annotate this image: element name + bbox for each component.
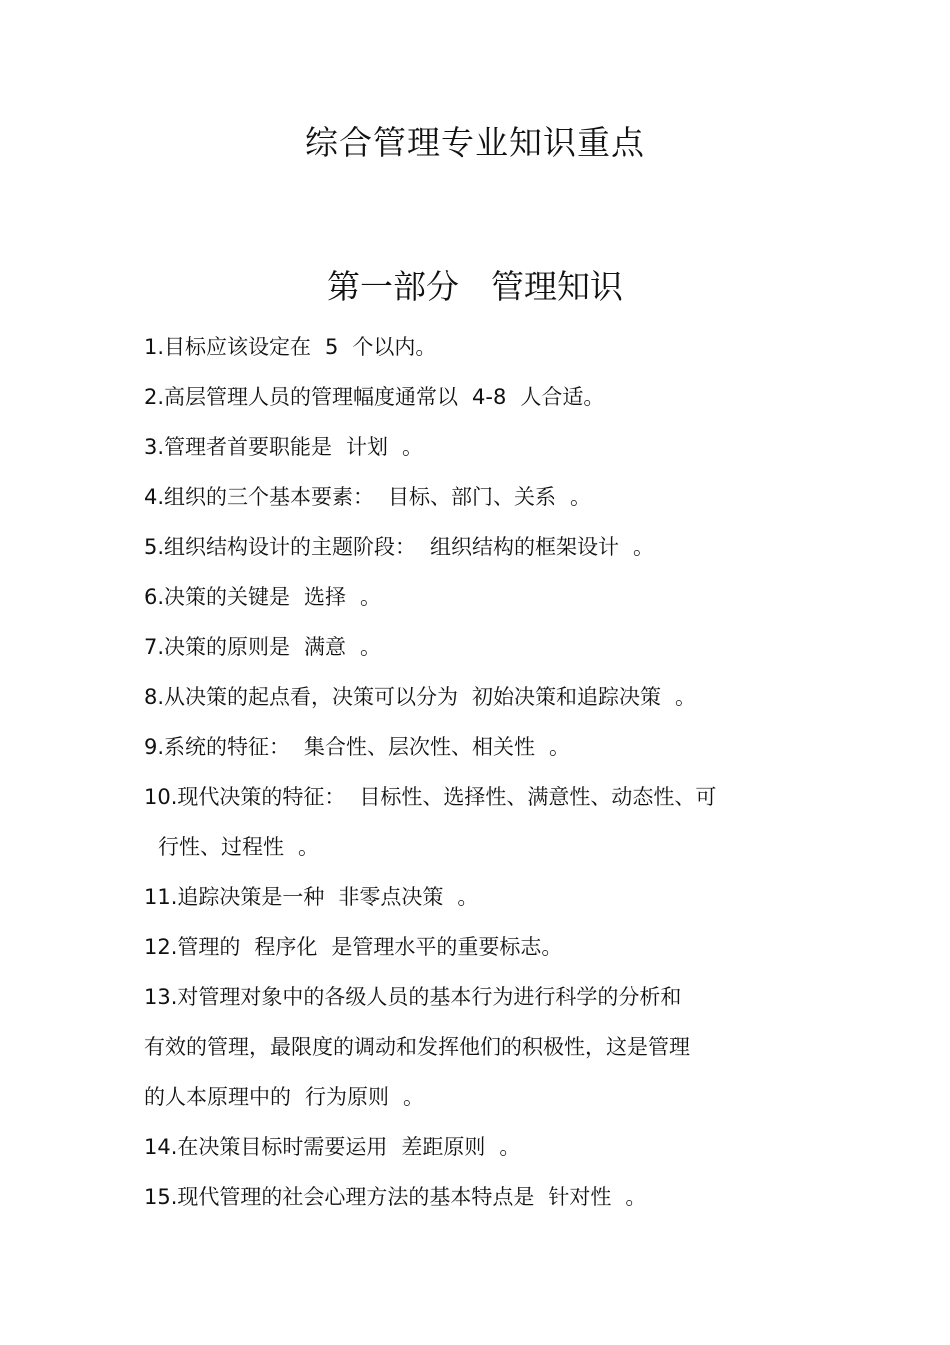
item-number: 9. [144, 735, 165, 759]
item-text: 现代决策的特征： [177, 785, 346, 809]
item-number: 7. [144, 635, 165, 659]
list-item-continuation [144, 822, 804, 872]
item-text: 决策的原则是 [164, 635, 291, 659]
item-number: 13. [144, 985, 178, 1009]
item-number: 1. [144, 335, 165, 359]
item-text: 目标应该设定在 [164, 335, 312, 359]
item-text: 对管理对象中的各级人员的基本行为进行科学的分析和 [177, 985, 682, 1009]
item-text: 现代管理的社会心理方法的基本特点是 [177, 1185, 535, 1209]
list-item [144, 772, 804, 822]
list-item [144, 1172, 804, 1222]
item-text: 。 [633, 535, 655, 559]
item-answer: 选择 [304, 585, 347, 609]
item-text: 。 [403, 1085, 424, 1109]
item-answer: 目标、部门、关系 [388, 485, 557, 509]
list-item [144, 972, 804, 1022]
list-item [144, 522, 804, 572]
item-text: 在决策目标时需要运用 [177, 1135, 388, 1159]
document-title: 综合管理专业知识重点 [305, 123, 645, 162]
list-item [144, 672, 804, 722]
item-number: 11. [144, 885, 178, 909]
item-text: 。 [457, 885, 479, 909]
item-text: 。 [360, 635, 382, 659]
list-item-continuation [144, 1072, 804, 1122]
item-text: 。 [499, 1135, 521, 1159]
item-answer: 差距原则 [401, 1135, 486, 1159]
list-item [144, 722, 804, 772]
item-answer: 集合性、层次性、相关性 [304, 735, 536, 759]
list-item [144, 1122, 804, 1172]
item-text: 高层管理人员的管理幅度通常以 [164, 385, 459, 409]
list-item [144, 572, 804, 622]
item-number: 14. [144, 1135, 178, 1159]
item-number: 5. [144, 535, 165, 559]
item-answer: 5 [325, 335, 339, 359]
item-text: 。 [298, 835, 319, 859]
item-text: 有效的管理，最限度的调动和发挥他们的积极性，这是管理 [144, 1035, 690, 1059]
item-number: 15. [144, 1185, 178, 1209]
item-answer: 满意 [304, 635, 347, 659]
item-text: 组织结构设计的主题阶段： [164, 535, 417, 559]
item-text: 管理的 [177, 935, 241, 959]
list-item [144, 922, 804, 972]
item-answer: 针对性 [548, 1185, 612, 1209]
item-text: 。 [360, 585, 382, 609]
item-number: 10. [144, 785, 178, 809]
item-text: 决策的关键是 [164, 585, 291, 609]
item-text: 人合适。 [520, 385, 605, 409]
item-number: 6. [144, 585, 165, 609]
item-number: 3. [144, 435, 165, 459]
item-text: 。 [675, 685, 697, 709]
item-answer: 组织结构的框架设计 [430, 535, 620, 559]
item-number: 4. [144, 485, 165, 509]
item-answer: 目标性、选择性、满意性、动态性、可 [359, 785, 717, 809]
knowledge-list [144, 322, 804, 1222]
item-text: 追踪决策是一种 [177, 885, 325, 909]
item-answer: 行性、过程性 [158, 835, 284, 859]
item-text: 管理者首要职能是 [164, 435, 333, 459]
item-text: 。 [570, 485, 592, 509]
item-text: 个以内。 [352, 335, 437, 359]
list-item [144, 372, 804, 422]
item-number: 2. [144, 385, 165, 409]
item-text: 的人本原理中的 [144, 1085, 291, 1109]
item-text: 。 [402, 435, 424, 459]
part-heading [0, 262, 950, 312]
list-item [144, 422, 804, 472]
list-item [144, 472, 804, 522]
list-item [144, 622, 804, 672]
item-number: 8. [144, 685, 165, 709]
part-label: 第一部分 [327, 267, 459, 306]
item-answer: 行为原则 [305, 1085, 389, 1109]
item-text: 。 [625, 1185, 647, 1209]
item-answer: 程序化 [254, 935, 318, 959]
item-text: 从决策的起点看，决策可以分为 [164, 685, 459, 709]
list-item [144, 872, 804, 922]
item-text: 是管理水平的重要标志。 [331, 935, 563, 959]
list-item [144, 322, 804, 372]
item-text: 系统的特征： [164, 735, 291, 759]
item-number: 12. [144, 935, 178, 959]
item-answer: 非零点决策 [338, 885, 444, 909]
item-answer: 初始决策和追踪决策 [472, 685, 662, 709]
item-text: 组织的三个基本要素： [164, 485, 375, 509]
list-item-continuation [144, 1022, 804, 1072]
part-name: 管理知识 [491, 267, 623, 306]
item-answer: 4-8 [472, 385, 507, 409]
item-answer: 计划 [346, 435, 389, 459]
item-text: 。 [549, 735, 571, 759]
